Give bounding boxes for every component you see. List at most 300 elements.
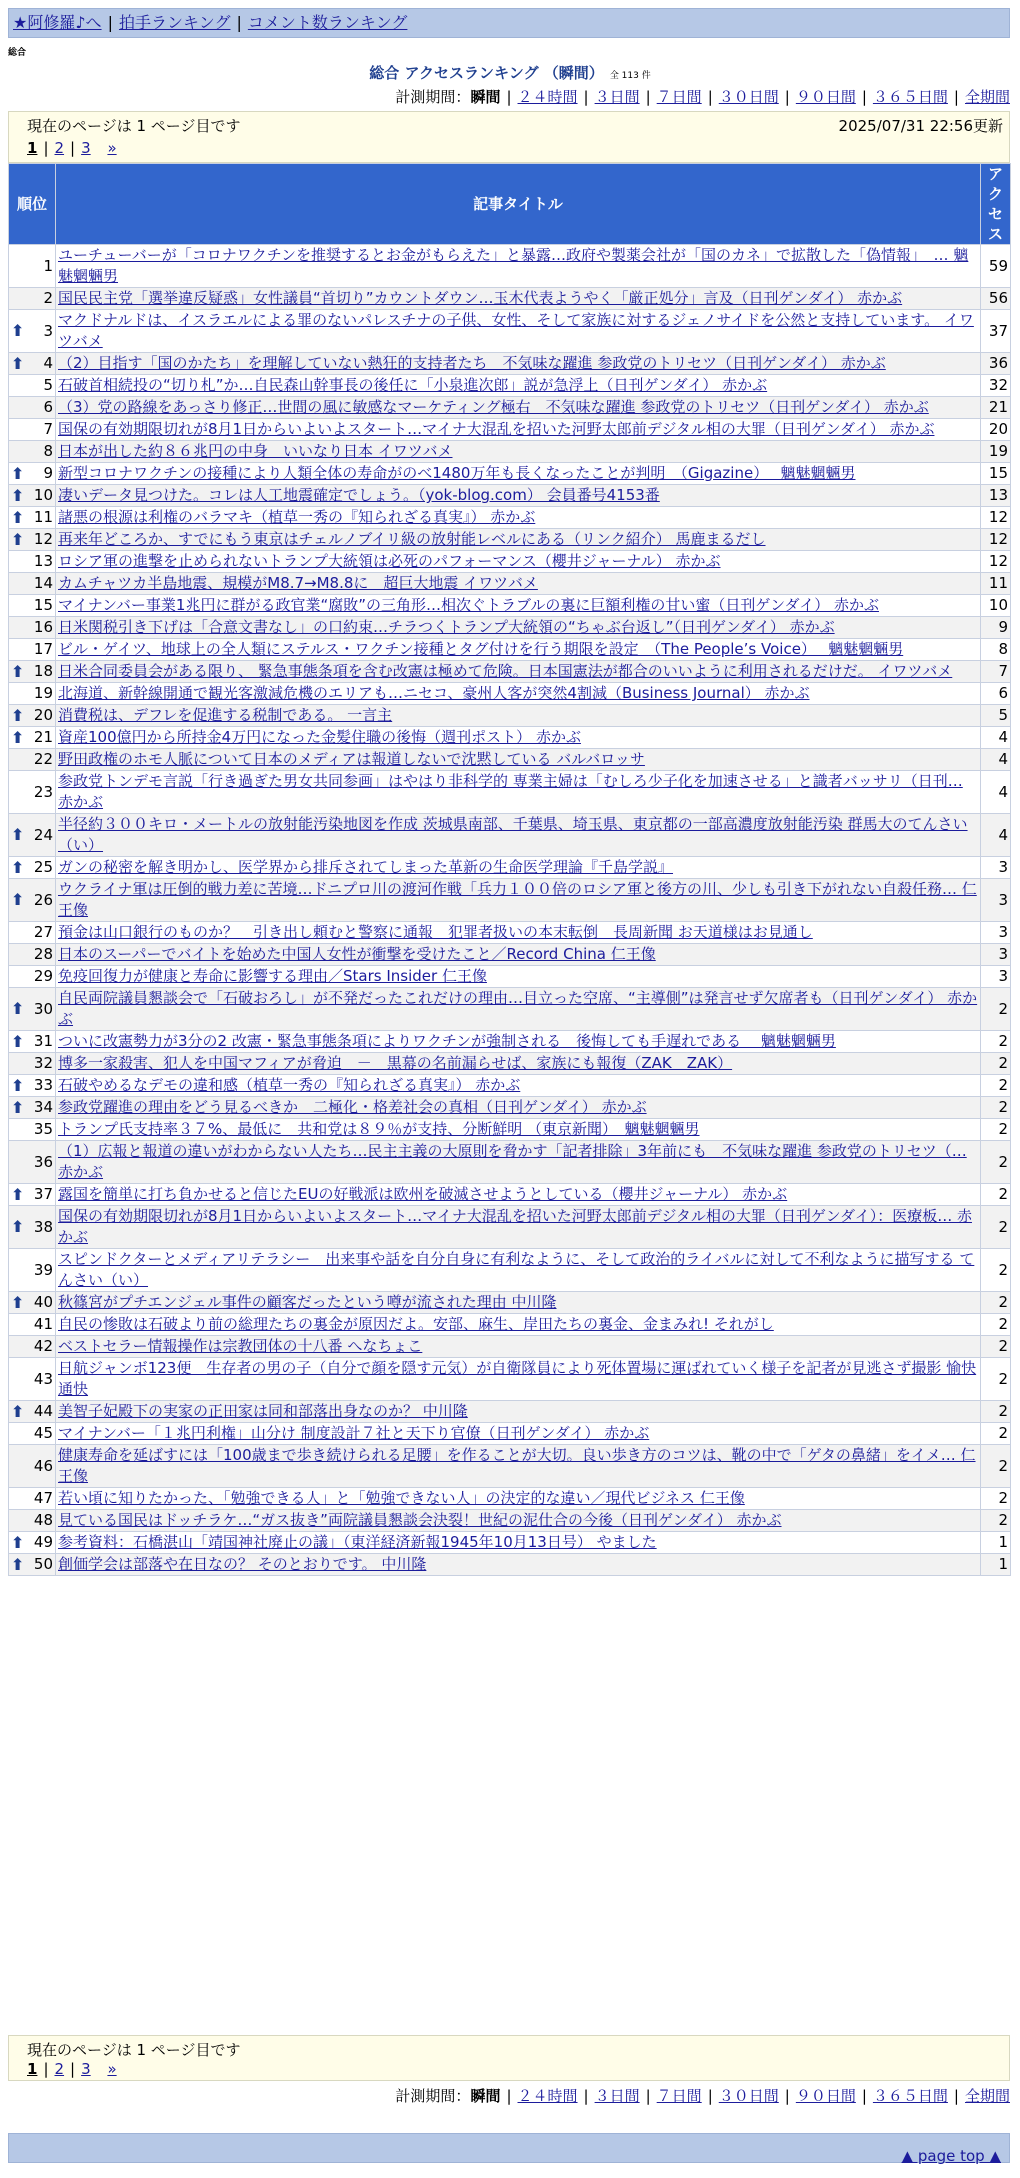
title-cell [56,1510,981,1532]
next-page-link-bottom[interactable]: » [107,2060,117,2078]
table-row [9,1336,1011,1358]
article-title-link[interactable]: 秋篠宮がプチエンジェル事件の顧客だったという噂が流された理由 中川隆 [58,1293,557,1311]
access-count: 1 [981,1532,1011,1554]
rank-number: 27 [33,923,53,941]
rank-number: 5 [43,376,53,394]
rank-cell [9,310,56,353]
access-count: 5 [981,705,1011,727]
article-title-link[interactable]: 日本が出した約８６兆円の中身 いいなり日本 イワツバメ [58,442,453,460]
period-24h-link-bottom[interactable]: ２４時間 [517,2087,578,2105]
article-title-link[interactable]: 日航ジャンボ123便 生存者の男の子（自分で顔を隠す元気）が自衛隊員により死体置場に運ばれていく様子を記者が見逃さず撮影 愉快通快 [58,1359,977,1398]
page-top-link[interactable]: ▲ page top ▲ [901,2147,1001,2165]
rank-cell [9,1445,56,1488]
title-cell [56,639,981,661]
rank-up-arrow-icon: ⬆ [11,727,25,747]
article-title-link[interactable]: 再来年どころか、すでにもう東京はチェルノブイリ級の放射能レベルにある（リンク紹介） 馬鹿まるだし [58,530,766,548]
rank-number: 26 [33,890,53,909]
period-30d-link[interactable]: ３０日間 [718,88,779,106]
rank-number: 49 [33,1533,53,1551]
page-3-link-bottom[interactable]: 3 [81,2060,91,2078]
ranking-title: 総合 アクセスランキング （瞬間） [369,64,604,82]
access-count: 7 [981,661,1011,683]
access-count: 8 [981,639,1011,661]
table-row [9,814,1011,857]
rank-up-arrow-icon: ⬆ [11,1401,25,1421]
access-count: 12 [981,529,1011,551]
table-row [9,245,1011,288]
table-row [9,857,1011,879]
period-365d-link-bottom[interactable]: ３６５日間 [872,2087,948,2105]
table-row [9,419,1011,441]
article-title-link[interactable]: 国保の有効期限切れが8月1日からいよいよスタート…マイナ大混乱を招いた河野太郎前デジタル相の大罪（日刊ゲンダイ） 赤かぶ [58,420,935,438]
article-title-link[interactable]: 日米合同委員会がある限り、 緊急事態条項を含む改憲は極めて危険。日本国憲法が都合のいいように利用されるだけだ。 イワツバメ [58,662,953,680]
rank-cell [9,661,56,683]
article-title-link[interactable]: 博多一家殺害、犯人を中国マフィアが脅迫 － 黒幕の名前漏らせば、家族にも報復（ZAK ZAK） [58,1054,733,1072]
title-cell [56,573,981,595]
table-row [9,944,1011,966]
rank-up-arrow-icon: ⬆ [11,857,25,877]
rank-cell [9,1292,56,1314]
rank-number: 19 [33,684,53,702]
article-title-link[interactable]: 資産100億円から所持金4万円になった金髪住職の後悔（週刊ポスト） 赤かぶ [58,728,581,746]
table-row [9,353,1011,375]
title-cell [56,419,981,441]
rank-up-arrow-icon: ⬆ [11,661,25,681]
pagination-bottom: 1 | 2 | 3 » [27,2060,117,2078]
title-cell [56,1445,981,1488]
access-count: 21 [981,397,1011,419]
table-row [9,1184,1011,1206]
table-row [9,1314,1011,1336]
rank-number: 24 [33,825,53,844]
rank-cell [9,397,56,419]
article-title-link[interactable]: 露国を簡単に打ち負かせると信じたEUの好戦派は欧州を破滅させようとしている（櫻井ジャーナル） 赤かぶ [58,1185,788,1203]
table-row [9,463,1011,485]
access-count: 2 [981,1206,1011,1249]
table-row [9,529,1011,551]
current-page-text: 現在のページは 1 ページ目です [27,117,241,135]
category-label: 総合 [8,48,27,58]
table-row [9,639,1011,661]
table-row [9,1532,1011,1554]
rank-cell [9,507,56,529]
access-count: 2 [981,1031,1011,1053]
rank-up-arrow-icon: ⬆ [11,1184,25,1204]
title-cell [56,463,981,485]
article-title-link[interactable]: 北海道、新幹線開通で観光客激減危機のエリアも…ニセコ、豪州人客が突然4割減（Business Journal） 赤かぶ [58,684,810,702]
period-90d-link[interactable]: ９０日間 [795,88,856,106]
rank-up-arrow-icon: ⬆ [11,529,25,549]
rank-cell [9,485,56,507]
rank-number: 21 [33,728,53,746]
period-current: 瞬間 [470,88,501,106]
rank-number: 44 [33,1402,53,1420]
rank-cell [9,1488,56,1510]
rank-cell [9,749,56,771]
rank-number: 42 [33,1337,53,1355]
access-count: 9 [981,617,1011,639]
access-count: 2 [981,1314,1011,1336]
page-info-top [8,111,1010,163]
page-info-bottom [8,2035,1010,2081]
title-cell [56,1249,981,1292]
title-cell [56,1401,981,1423]
article-title-link[interactable]: 美智子妃殿下の実家の正田家は同和部落出身なのか？ 中川隆 [58,1402,468,1420]
title-cell [56,749,981,771]
title-cell [56,375,981,397]
title-cell [56,727,981,749]
article-title-link[interactable]: ユーチューバーが「コロナワクチンを推奨するとお金がもらえた」と暴露…政府や製薬会社が「国のカネ」で拡散した「偽情報」 … 魑魅魍魎男 [58,246,969,285]
rank-up-arrow-icon: ⬆ [11,1532,25,1552]
rank-number: 29 [33,967,53,985]
period-7d-link-bottom[interactable]: ７日間 [656,2087,702,2105]
article-title-link[interactable]: ベストセラー情報操作は宗教団体の十八番 へなちょこ [58,1337,423,1355]
table-row [9,661,1011,683]
rank-number: 13 [33,552,53,570]
article-title-link[interactable]: 消費税は、デフレを促進する税制である。 一言主 [58,706,393,724]
period-90d-link-bottom[interactable]: ９０日間 [795,2087,856,2105]
access-count: 4 [981,814,1011,857]
rank-cell [9,879,56,922]
table-row [9,507,1011,529]
rank-cell [9,529,56,551]
rank-number: 7 [43,420,53,438]
rank-cell [9,1336,56,1358]
period-all-link-bottom[interactable]: 全期間 [964,2087,1010,2105]
top-nav-bar: ★阿修羅♪へ | 拍手ランキング | コメント数ランキング [8,8,1010,38]
rank-cell [9,551,56,573]
table-row [9,1249,1011,1292]
table-row [9,441,1011,463]
rank-number: 33 [33,1076,53,1094]
period-all-link[interactable]: 全期間 [964,88,1010,106]
access-count: 10 [981,595,1011,617]
table-row [9,1119,1011,1141]
rank-cell [9,463,56,485]
table-row [9,879,1011,922]
article-title-link[interactable]: トランプ氏支持率３７%、最低に 共和党は８９％が支持、分断鮮明 （東京新聞） 魑魅魍魎男 [58,1120,700,1138]
rank-cell [9,1510,56,1532]
table-row [9,966,1011,988]
rank-up-arrow-icon: ⬆ [11,1075,25,1095]
title-cell [56,966,981,988]
access-count: 36 [981,353,1011,375]
article-title-link[interactable]: 自民両院議員懇談会で「石破おろし」が不発だったこれだけの理由…目立った空席、“主導側”は発言せず欠席者も（日刊ゲンダイ） 赤かぶ [58,989,978,1028]
access-count: 2 [981,1097,1011,1119]
bottom-bar [8,2133,1010,2163]
table-row [9,551,1011,573]
article-title-link[interactable]: マイナンバー「１兆円利権」山分け 制度設計７社と天下り官僚（日刊ゲンダイ） 赤かぶ [58,1424,650,1442]
article-title-link[interactable]: 日本のスーパーでバイトを始めた中国人女性が衝撃を受けたこと／Record China 仁王像 [58,945,656,963]
rank-number: 6 [43,398,53,416]
access-count: 2 [981,1184,1011,1206]
rank-number: 4 [43,354,53,372]
access-count: 3 [981,922,1011,944]
rank-cell [9,1141,56,1184]
rank-cell [9,1423,56,1445]
rank-up-arrow-icon: ⬆ [11,999,25,1018]
access-count: 2 [981,1249,1011,1292]
title-cell [56,922,981,944]
rank-number: 17 [33,640,53,658]
rank-cell [9,1206,56,1249]
period-prefix: 計測期間： [395,88,471,106]
rank-number: 35 [33,1120,53,1138]
table-row [9,683,1011,705]
title-cell [56,507,981,529]
rank-number: 14 [33,574,53,592]
access-count: 6 [981,683,1011,705]
rank-up-arrow-icon: ⬆ [11,463,25,483]
access-count: 2 [981,1119,1011,1141]
title-cell [56,857,981,879]
title-cell [56,595,981,617]
home-link[interactable]: ★阿修羅♪へ [13,13,102,32]
rank-number: 22 [33,750,53,768]
table-row [9,727,1011,749]
access-count: 59 [981,245,1011,288]
table-row [9,1358,1011,1401]
comment-ranking-link[interactable]: コメント数ランキング [247,13,408,32]
title-cell [56,397,981,419]
rank-number: 18 [33,662,53,680]
title-cell [56,1184,981,1206]
rank-number: 45 [33,1424,53,1442]
period-365d-link[interactable]: ３６５日間 [872,88,948,106]
ranking-heading [0,62,1020,83]
table-row [9,1031,1011,1053]
title-cell [56,1292,981,1314]
title-cell [56,310,981,353]
table-row [9,1554,1011,1576]
current-page-text-bottom: 現在のページは 1 ページ目です [27,2041,241,2059]
article-title-link[interactable]: ロシア軍の進撃を止められないトランプ大統領は必死のパフォーマンス（櫻井ジャーナル） 赤かぶ [58,552,721,570]
title-cell [56,944,981,966]
article-title-link[interactable]: 日米関税引き下げは「合意文書なし」の口約束…チラつくトランプ大統領の“ちゃぶ台返し”（日刊ゲンダイ） 赤かぶ [58,618,835,636]
article-title-link[interactable]: （3）党の路線をあっさり修正…世間の風に敏感なマーケティング極右 不気味な躍進 参政党のトリセツ（日刊ゲンダイ） 赤かぶ [58,398,929,416]
rank-number: 48 [33,1511,53,1529]
article-title-link[interactable]: 参政党躍進の理由をどう見るべきか 二極化・格差社会の真相（日刊ゲンダイ） 赤かぶ [58,1098,647,1116]
period-24h-link[interactable]: ２４時間 [517,88,578,106]
rank-number: 37 [33,1185,53,1203]
rank-up-arrow-icon: ⬆ [11,1292,25,1312]
access-count: 2 [981,1336,1011,1358]
access-count: 56 [981,288,1011,310]
rank-number: 50 [33,1555,53,1573]
access-count: 2 [981,1141,1011,1184]
rank-cell [9,857,56,879]
rank-cell [9,727,56,749]
access-count: 2 [981,1488,1011,1510]
article-title-link[interactable]: ガンの秘密を解き明かし、医学界から排斥されてしまった革新の生命医学理論『千島学説』 [58,858,674,876]
article-title-link[interactable]: ビル・ゲイツ、地球上の全人類にステルス・ワクチン接種とタグ付けを行う期限を設定 （The People’s Voice） 魑魅魍魎男 [58,640,904,658]
article-title-link[interactable]: 石破やめるなデモの違和感（植草一秀の『知られざる真実』） 赤かぶ [58,1076,521,1094]
page-3-link[interactable]: 3 [81,139,91,157]
article-title-link[interactable]: 自民の惨敗は石破より前の総理たちの裏金が原因だよ。安部、麻生、岸田たちの裏金、金まみれ! それがし [58,1315,774,1333]
item-count: 全 113 件 [609,71,651,81]
title-cell [56,1358,981,1401]
title-cell [56,441,981,463]
table-row [9,1488,1011,1510]
table-row [9,288,1011,310]
rank-up-arrow-icon: ⬆ [11,1554,25,1574]
title-cell [56,1554,981,1576]
rank-cell [9,595,56,617]
rank-number: 9 [43,464,53,482]
rank-cell [9,988,56,1031]
period-selector-top: 計測期間：瞬間 | ２４時間 | ３日間 | ７日間 | ３０日間 | ９０日間 | ３６５日間 | 全期間 [395,88,1010,106]
access-count: 2 [981,1423,1011,1445]
rank-cell [9,617,56,639]
title-cell [56,353,981,375]
rank-cell [9,1053,56,1075]
access-count: 13 [981,485,1011,507]
article-title-link[interactable]: 国保の有効期限切れが8月1日からいよいよスタート…マイナ大混乱を招いた河野太郎前デジタル相の大罪（日刊ゲンダイ）：医療板… 赤かぶ [58,1207,972,1246]
period-prefix-bottom: 計測期間： [395,2087,471,2105]
title-cell [56,288,981,310]
period-7d-link[interactable]: ７日間 [656,88,702,106]
rank-number: 15 [33,596,53,614]
clap-ranking-link[interactable]: 拍手ランキング [118,13,231,32]
rank-number: 36 [33,1152,53,1171]
access-count: 2 [981,1401,1011,1423]
page-2-link[interactable]: 2 [54,139,65,157]
title-cell [56,1119,981,1141]
table-row [9,310,1011,353]
rank-up-arrow-icon: ⬆ [11,1097,25,1117]
article-title-link[interactable]: 新型コロナワクチンの接種により人類全体の寿命がのべ1480万年も長くなったことが判明 （Gigazine） 魑魅魍魎男 [58,464,856,482]
article-title-link[interactable]: マクドナルドは、イスラエルによる罪のないパレスチナの子供、女性、そして家族に対するジェノサイドを公然と支持しています。 イワツバメ [58,311,974,350]
rank-cell [9,1119,56,1141]
page-2-link-bottom[interactable]: 2 [54,2060,65,2078]
article-title-link[interactable]: 凄いデータ見つけた。コレは人工地震確定でしょう。（yok-blog.com） 会員番号4153番 [58,486,660,504]
article-title-link[interactable]: 参考資料：石橋湛山「靖国神社廃止の議」（東洋経済新報1945年10月13日号） やました [58,1533,657,1551]
article-title-link[interactable]: ウクライナ軍は圧倒的戦力差に苦境…ドニプロ川の渡河作戦「兵力１００倍のロシア軍と後方の川、少しも引き下がれない自殺任務… 仁王像 [58,880,977,919]
access-count: 12 [981,507,1011,529]
rank-cell [9,1075,56,1097]
article-title-link[interactable]: （1）広報と報道の違いがわからない人たち…民主主義の大原則を脅かす「記者排除」3年前にも 不気味な躍進 参政党のトリセツ（… 赤かぶ [58,1142,967,1181]
title-cell [56,1532,981,1554]
access-count: 2 [981,1053,1011,1075]
title-cell [56,617,981,639]
title-cell [56,661,981,683]
rank-number: 40 [33,1293,53,1311]
article-title-link[interactable]: 若い頃に知りたかった、「勉強できる人」と「勉強できない人」の決定的な違い／現代ビジネス 仁王像 [58,1489,745,1507]
article-title-link[interactable]: マイナンバー事業1兆円に群がる政官業“腐敗”の三角形…相次ぐトラブルの裏に巨額利権の甘い蜜（日刊ゲンダイ） 赤かぶ [58,596,879,614]
article-title-link[interactable]: カムチャツカ半島地震、規模がM8.7→M8.8に 超巨大地震 イワツバメ [58,574,538,592]
article-title-link[interactable]: 免疫回復力が健康と寿命に影響する理由／Stars Insider 仁王像 [58,967,487,985]
table-row [9,1097,1011,1119]
article-title-link[interactable]: ついに改憲勢力が3分の2 改憲・緊急事態条項によりワクチンが強制される 後悔しても手遅れである 魑魅魍魎男 [58,1032,836,1050]
rank-number: 39 [33,1260,53,1279]
access-count: 3 [981,966,1011,988]
access-count: 2 [981,1358,1011,1401]
rank-number: 12 [33,530,53,548]
rank-up-arrow-icon: ⬆ [11,705,25,725]
table-row [9,771,1011,814]
ranking-table [8,163,1011,1576]
title-cell [56,529,981,551]
title-cell [56,1336,981,1358]
period-30d-link-bottom[interactable]: ３０日間 [718,2087,779,2105]
article-title-link[interactable]: 見ている国民はドッチラケ…“ガス抜き”両院議員懇談会決裂！世紀の泥仕合の今後（日刊ゲンダイ） 赤かぶ [58,1511,782,1529]
period-3d-link-bottom[interactable]: ３日間 [594,2087,640,2105]
access-count: 2 [981,1445,1011,1488]
article-title-link[interactable]: 健康寿命を延ばすには「100歳まで歩き続けられる足腰」を作ることが大切。良い歩き方のコツは、靴の中で「ゲタの鼻緒」をイメ… 仁王像 [58,1446,976,1485]
article-title-link[interactable]: 預金は山口銀行のものか？ 引き出し頼むと警察に通報 犯罪者扱いの本末転倒 長周新聞 お天道様はお見通し [58,923,813,941]
access-count: 19 [981,441,1011,463]
rank-cell [9,683,56,705]
table-row [9,1141,1011,1184]
title-cell [56,245,981,288]
rank-column-header: 順位 [9,164,56,245]
rank-cell [9,288,56,310]
rank-cell [9,944,56,966]
rank-cell [9,1401,56,1423]
rank-cell [9,1554,56,1576]
rank-cell [9,1358,56,1401]
page-1-current: 1 [27,139,38,157]
rank-number: 43 [33,1369,53,1388]
table-row [9,1206,1011,1249]
article-title-link[interactable]: スピンドクターとメディアリテラシー 出来事や話を自分自身に有利なように、そして政治的ライバルに対して不利なように描写する てんさい（い） [58,1250,975,1289]
table-row [9,1423,1011,1445]
table-row [9,1053,1011,1075]
rank-cell [9,1184,56,1206]
article-title-link[interactable]: 参政党トンデモ言説「行き過ぎた男女共同参画」はやはり非科学的 専業主婦は「むしろ少子化を加速させる」と識者バッサリ（日刊… 赤かぶ [58,772,963,811]
article-title-link[interactable]: 半径約３００キロ・メートルの放射能汚染地図を作成 茨城県南部、千葉県、埼玉県、東京都の一部高濃度放射能汚染 群馬大のてんさい（い） [58,815,968,854]
rank-cell [9,1097,56,1119]
rank-number: 10 [33,486,53,504]
title-cell [56,814,981,857]
access-count: 1 [981,1554,1011,1576]
title-cell [56,1031,981,1053]
access-count: 2 [981,988,1011,1031]
article-title-link[interactable]: 野田政権のホモ人脈について日本のメディアは報道しないで沈黙している バルバロッサ [58,750,645,768]
title-cell [56,988,981,1031]
rank-cell [9,1249,56,1292]
access-count: 32 [981,375,1011,397]
rank-number: 8 [43,442,53,460]
access-count: 4 [981,727,1011,749]
rank-cell [9,1314,56,1336]
rank-number: 11 [33,508,53,526]
rank-up-arrow-icon: ⬆ [11,353,25,373]
table-row [9,397,1011,419]
access-count: 2 [981,1075,1011,1097]
access-count: 20 [981,419,1011,441]
title-cell [56,1075,981,1097]
rank-cell [9,1031,56,1053]
table-header-row [9,164,1011,245]
article-title-link[interactable]: 諸悪の根源は利権のバラマキ（植草一秀の『知られざる真実』） 赤かぶ [58,508,536,526]
rank-up-arrow-icon: ⬆ [11,890,25,909]
article-title-link[interactable]: （2）目指す「国のかたち」を理解していない熱狂的支持者たち 不気味な躍進 参政党のトリセツ（日刊ゲンダイ） 赤かぶ [58,354,886,372]
access-count: 3 [981,944,1011,966]
rank-number: 32 [33,1054,53,1072]
rank-number: 46 [33,1456,53,1475]
article-title-link[interactable]: 創価学会は部落や在日なの？ そのとおりです。 中川隆 [58,1555,427,1573]
article-title-link[interactable]: 国民民主党「選挙違反疑惑」女性議員“首切り”カウントダウン…玉木代表ようやく「厳正処分」言及（日刊ゲンダイ） 赤かぶ [58,289,903,307]
title-cell [56,1314,981,1336]
title-column-header: 記事タイトル [56,164,981,245]
next-page-link[interactable]: » [107,139,117,157]
rank-up-arrow-icon: ⬆ [11,1217,25,1236]
period-3d-link[interactable]: ３日間 [594,88,640,106]
rank-number: 47 [33,1489,53,1507]
article-title-link[interactable]: 石破首相続投の“切り札”か…自民森山幹事長の後任に「小泉進次郎」説が急浮上（日刊ゲンダイ） 赤かぶ [58,376,768,394]
title-cell [56,1097,981,1119]
